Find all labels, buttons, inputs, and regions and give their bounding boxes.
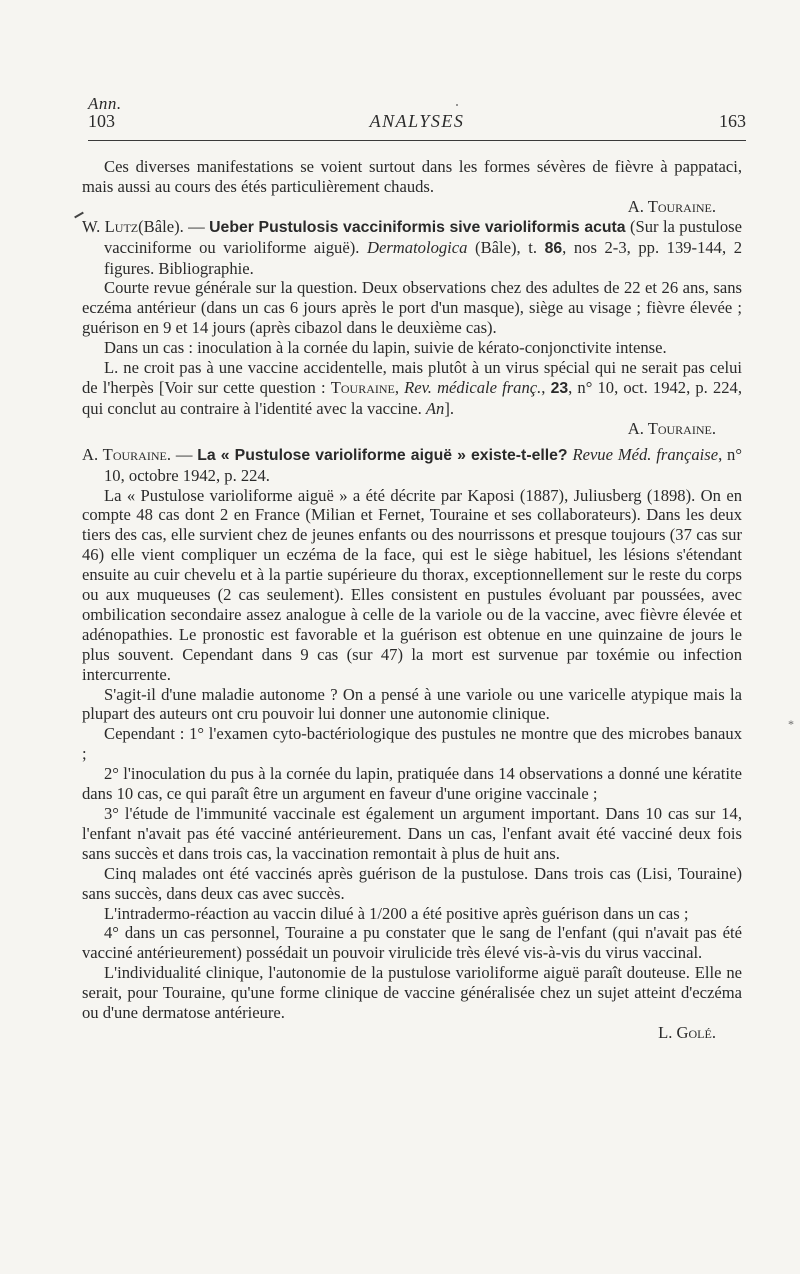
cited-author: Touraine xyxy=(330,377,395,397)
signature: L. Golé. xyxy=(658,1022,716,1042)
article-title: La « Pustulose varioliforme aiguë » existe-t-elle? xyxy=(197,446,568,464)
paragraph xyxy=(82,358,742,419)
author-place: (Bâle). — xyxy=(138,216,210,236)
paragraph: L'intradermo-réaction au vaccin dilué à 1/200 a été positive après guérison dans un cas ; xyxy=(104,903,689,923)
running-head xyxy=(0,0,800,130)
ref-text: (Bâle), t. xyxy=(467,237,545,257)
ref-text: , n° 10, octobre 1942, p. 224. xyxy=(104,444,742,485)
volume: 86 xyxy=(544,239,563,257)
paragraph: 3° l'étude de l'immunité vaccinale est également un argument important. Dans 10 cas sur 14, l'enfant n'avait pas été vacciné antérieurement. Dans un cas, l'enfant avait été vacciné deux fois sans succès et dans trois cas, la vaccination remontait à plus de huit ans. xyxy=(82,804,742,863)
text: , n° 10, oct. 1942, p. 224, qui conclut au contraire à l'identité avec la vaccine. xyxy=(82,377,742,418)
paragraph: Courte revue générale sur la question. Deux observations chez des adultes de 22 et 26 ans, sans eczéma antérieur (dans un cas 6 jours après le port d'un masque), siège au visage ; fièvre élevée ; guérison en 9 et 14 jours (après cibazol dans le deuxième cas). xyxy=(82,278,742,338)
margin-asterisk: * xyxy=(788,717,794,731)
journal-name: Revue Méd. française xyxy=(572,444,719,464)
paragraph: 2° l'inoculation du pus à la cornée du lapin, pratiquée dans 14 observations a donné une kératite dans 10 cas, ce qui paraît être un argument en faveur d'une origine vaccinale ; xyxy=(82,764,742,804)
article-author: A. Touraine xyxy=(82,444,167,464)
paragraph: Cependant : 1° l'examen cyto-bactériologique des pustules ne montre que des microbes banaux ; xyxy=(82,724,742,764)
signature: A. Touraine. xyxy=(627,196,716,216)
article-reference xyxy=(82,445,742,486)
signature: A. Touraine. xyxy=(627,418,716,438)
section-title: ANALYSES xyxy=(369,111,465,131)
paragraph: L'individualité clinique, l'autonomie de la pustulose varioliforme aiguë paraît douteuse. Elle ne serait, pour Touraine, qu'une forme clinique de vaccine généralisée chez un sujet atteint d'eczéma ou d'une dermatose antérieure. xyxy=(82,963,742,1023)
paragraph: 4° dans un cas personnel, Touraine a pu constater que le sang de l'enfant (qui n'avait pas été vacciné antérieurement) possédait un pouvoir virulicide très élevé vis-à-vis du virus vaccinal. xyxy=(82,923,742,963)
volume-number: 103 xyxy=(88,111,115,131)
separator: . — xyxy=(166,444,198,464)
text: L. ne croit pas à une vaccine accidentelle, mais plutôt à un virus spécial qui ne serait pas celui de l'herpès [Voir sur cette question : xyxy=(82,358,742,397)
text: , xyxy=(541,377,551,397)
paragraph: Dans un cas : inoculation à la cornée du lapin, suivie de kérato-conjonctivite intense. xyxy=(104,338,667,358)
ink-dot xyxy=(456,104,458,106)
header-rule xyxy=(88,140,746,141)
page-body xyxy=(82,157,742,1043)
text: ]. xyxy=(444,398,455,418)
cited-journal: Rev. médicale franç. xyxy=(404,377,542,397)
article-author: W. Lutz xyxy=(82,216,139,236)
cited-volume: 23 xyxy=(550,379,569,397)
paragraph: Ces diverses manifestations se voient surtout dans les formes sévères de fièvre à pappataci, mais aussi au cours des étés particulièrement chauds. xyxy=(82,157,742,196)
page-number: 163 xyxy=(719,111,746,131)
paragraph: S'agit-il d'une maladie autonome ? On a pensé à une variole ou une varicelle atypique mais la plupart des auteurs ont cru pouvoir lui donner une autonomie clinique. xyxy=(82,684,742,724)
text: , xyxy=(394,377,405,397)
paragraph: La « Pustulose varioliforme aiguë » a été décrite par Kaposi (1887), Juliusberg (1898). On en compte 48 cas dont 2 en France (Milian et Fernet, Touraine et ses collaborateurs). Dans les deux tiers des cas, elle survient chez de jeunes enfants ou des nourrissons et presque toujours (37 cas sur 46) elle vient compliquer un eczéma de la face, qui est le siège habituel, les lésions s'étendant ensuite au cuir chevelu et à la partie supérieure du thorax, exceptionnellement sur le reste du corps ou aux muqueuses (2 cas seulement). Elles consistent en pustules évoluant par poussées, avec ombilication secondaire assez analogue à celle de la variole ou de la vaccine, avec fièvre élevée et adénopathies. Le pronostic est favorable et la guérison est obtenue en une quinzaine de jours le plus souvent. Cependant dans 9 cas (sur 47) la mort est survenue par toxémie ou infection intercurrente. xyxy=(82,485,742,684)
journal-name: Dermatologica xyxy=(366,237,468,257)
ref-text: (Sur la pustulose vacciniforme ou varioliforme aiguë). xyxy=(104,216,742,257)
article-reference xyxy=(82,217,742,279)
article-title: Ueber Pustulosis vacciniformis sive varioliformis acuta xyxy=(209,218,626,236)
annotator: An xyxy=(425,398,445,418)
ref-text: , nos 2-3, pp. 139-144, 2 figures. Bibliographie. xyxy=(104,237,742,278)
paragraph: Cinq malades ont été vaccinés après guérison de la pustulose. Dans trois cas (Lisi, Touraine) sans succès, dans deux cas avec succès. xyxy=(82,863,742,903)
journal-abbrev: Ann. xyxy=(88,94,122,113)
